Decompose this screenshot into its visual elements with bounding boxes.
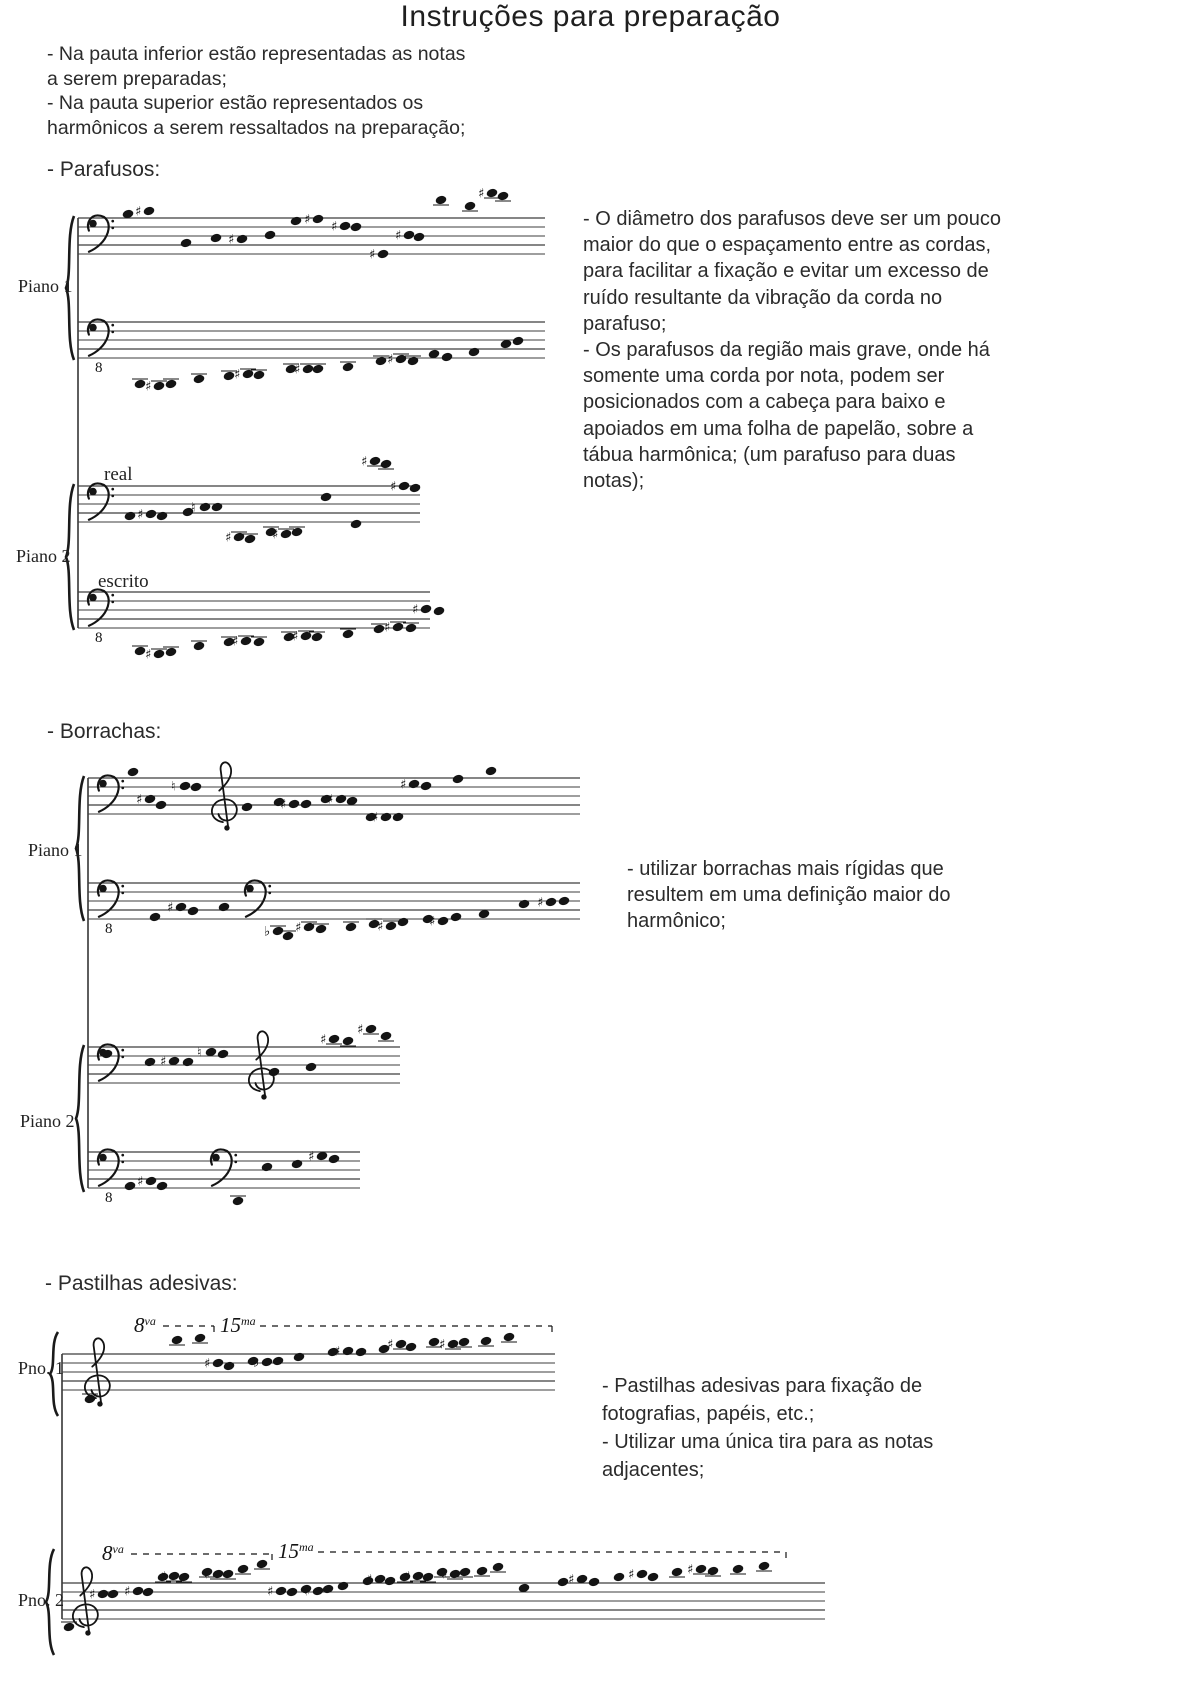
note-head: [398, 481, 411, 492]
accidental-sharp-icon: ♯: [124, 1584, 131, 1600]
note-head: [320, 492, 333, 503]
note-head: [261, 1357, 274, 1368]
note-head: [168, 1571, 181, 1582]
note-head: [447, 1339, 460, 1350]
note-head: [647, 1572, 660, 1583]
note-head: [636, 1569, 649, 1580]
note-head: [380, 1031, 393, 1042]
note-head: [433, 606, 446, 617]
note-head: [311, 632, 324, 643]
note-head: [144, 794, 157, 805]
note-head: [365, 1024, 378, 1035]
note-head: [380, 459, 393, 470]
text-line: resultem em uma definição maior do: [627, 884, 951, 906]
note-head: [282, 931, 295, 942]
note-head: [171, 1335, 184, 1346]
accidental-sharp-icon: ♯: [387, 352, 394, 368]
accidental-sharp-icon: ♯: [334, 1344, 341, 1360]
accidental-sharp-icon: ♯: [372, 810, 379, 826]
note-head: [107, 1589, 120, 1600]
note-head: [403, 230, 416, 241]
treble-clef-icon: [249, 1031, 274, 1097]
bass-clef-icon: [111, 495, 114, 498]
bass-clef-icon: [121, 1049, 124, 1052]
bass-clef-icon: [111, 220, 114, 223]
note-head: [450, 912, 463, 923]
note-head: [375, 356, 388, 367]
text-line: apoiados em uma folha de papelão, sobre a: [583, 417, 974, 440]
note-head: [355, 1347, 368, 1358]
note-head: [97, 1589, 110, 1600]
note-head: [480, 1336, 493, 1347]
staff-label: Piano 1: [18, 276, 73, 296]
note-head: [337, 1581, 350, 1592]
note-head: [339, 221, 352, 232]
text-line: - Na pauta superior estão representados os: [47, 92, 424, 114]
ottava-bassa-8: 8: [95, 630, 103, 646]
accidental-sharp-icon: ♯: [135, 204, 142, 220]
accidental-sharp-icon: ♯: [160, 1054, 167, 1070]
note-head: [613, 1572, 626, 1583]
note-head: [545, 897, 558, 908]
note-head: [671, 1567, 684, 1578]
accidental-flat-icon: ♭: [253, 1355, 260, 1371]
note-head: [492, 1562, 505, 1573]
note-head: [264, 230, 277, 241]
note-head: [588, 1577, 601, 1588]
ottava-bassa-8: 8: [95, 360, 103, 376]
note-head: [395, 1339, 408, 1350]
bass-clef-icon: [111, 331, 114, 334]
note-head: [405, 1342, 418, 1353]
note-head: [441, 352, 454, 363]
note-head: [412, 1571, 425, 1582]
accidental-sharp-icon: ♯: [327, 792, 334, 808]
bass-clef-icon: [268, 892, 271, 895]
accidental-sharp-icon: ♯: [232, 634, 239, 650]
text-line: somente uma corda por nota, podem ser: [583, 365, 945, 388]
accidental-sharp-icon: ♯: [136, 792, 143, 808]
note-head: [144, 1057, 157, 1068]
note-head: [385, 921, 398, 932]
note-head: [222, 1569, 235, 1580]
note-head: [518, 899, 531, 910]
accidental-sharp-icon: ♯: [404, 1569, 411, 1585]
accidental-sharp-icon: ♯: [272, 527, 279, 543]
accidental-sharp-icon: ♯: [292, 629, 299, 645]
note-head: [437, 916, 450, 927]
note-head: [272, 1356, 285, 1367]
note-head: [124, 1181, 137, 1192]
note-head: [132, 1586, 145, 1597]
note-head: [328, 1034, 341, 1045]
accidental-sharp-icon: ♯: [628, 1567, 635, 1583]
ottava-marking: $15^{ma}$: [220, 1313, 256, 1337]
note-head: [758, 1561, 771, 1572]
note-head: [342, 629, 355, 640]
staff-label: Piano 1: [28, 840, 83, 860]
accidental-sharp-icon: ♯: [225, 530, 232, 546]
note-head: [732, 1564, 745, 1575]
note-head: [345, 922, 358, 933]
note-head: [233, 532, 246, 543]
bass-clef-icon: [121, 787, 124, 790]
accidental-sharp-icon: ♯: [137, 1174, 144, 1190]
staff-label: real: [104, 464, 133, 485]
note-head: [182, 1057, 195, 1068]
note-head: [302, 364, 315, 375]
accidental-sharp-icon: ♯: [267, 1584, 274, 1600]
note-head: [211, 502, 224, 513]
accidental-sharp-icon: ♯: [441, 1567, 448, 1583]
section-heading-borrachas: - Borrachas:: [47, 720, 162, 743]
note-head: [312, 364, 325, 375]
note-head: [312, 1586, 325, 1597]
note-head: [253, 637, 266, 648]
note-head: [420, 781, 433, 792]
note-head: [143, 206, 156, 217]
ottava-marking: $8^{va}$: [102, 1541, 124, 1565]
accidental-sharp-icon: ♯: [137, 507, 144, 523]
accidental-sharp-icon: ♯: [204, 1567, 211, 1583]
accidental-sharp-icon: ♯: [568, 1572, 575, 1588]
note-head: [328, 1154, 341, 1165]
accidental-sharp-icon: ♯: [304, 212, 311, 228]
note-head: [153, 649, 166, 660]
note-head: [244, 534, 257, 545]
note-head: [153, 381, 166, 392]
text-line: notas);: [583, 470, 645, 493]
note-head: [293, 1352, 306, 1363]
text-line: - Utilizar uma única tira para as notas: [602, 1431, 934, 1453]
text-line: para facilitar a fixação e evitar um excesso de: [583, 260, 989, 283]
bass-clef-icon: [111, 227, 114, 230]
accidental-sharp-icon: ♯: [429, 914, 436, 930]
note-head: [486, 188, 499, 199]
accidental-natural-icon: ♮: [191, 500, 196, 516]
note-head: [392, 812, 405, 823]
note-head: [392, 622, 405, 633]
note-head: [149, 912, 162, 923]
note-head: [695, 1564, 708, 1575]
note-head: [497, 191, 510, 202]
text-line: - Pastilhas adesivas para fixação de: [602, 1375, 923, 1397]
staff-label: Pno. 1: [18, 1358, 65, 1378]
note-head: [408, 779, 421, 790]
text-line: adjacentes;: [602, 1459, 705, 1481]
note-head: [413, 232, 426, 243]
note-head: [156, 1181, 169, 1192]
note-head: [503, 1332, 516, 1343]
note-head: [179, 781, 192, 792]
note-head: [256, 1559, 269, 1570]
note-head: [342, 1346, 355, 1357]
note-head: [199, 502, 212, 513]
accidental-sharp-icon: ♯: [295, 920, 302, 936]
text-line: posicionados com a cabeça para baixo e: [583, 391, 946, 414]
note-head: [291, 527, 304, 538]
treble-clef-icon: [97, 1401, 102, 1406]
note-head: [194, 1333, 207, 1344]
accidental-sharp-icon: ♯: [331, 219, 338, 235]
accidental-sharp-icon: ♯: [384, 620, 391, 636]
note-head: [290, 216, 303, 227]
text-line: harmônicos a serem ressaltados na preparação;: [47, 116, 466, 139]
accidental-sharp-icon: ♯: [390, 479, 397, 495]
accidental-sharp-icon: ♯: [145, 647, 152, 663]
treble-clef-icon: [261, 1094, 266, 1099]
note-head: [155, 800, 168, 811]
ottava-marking: $15^{ma}$: [278, 1539, 314, 1563]
note-head: [218, 902, 231, 913]
note-head: [145, 509, 158, 520]
text-line: ruído resultante da vibração da corda no: [583, 286, 943, 309]
text-line: tábua harmônica; (um parafuso para duas: [583, 443, 956, 466]
bass-clef-icon: [121, 892, 124, 895]
note-head: [707, 1566, 720, 1577]
note-head: [312, 214, 325, 225]
text-line: - Na pauta inferior estão representadas as notas: [47, 43, 466, 65]
accidental-sharp-icon: ♯: [387, 1337, 394, 1353]
accidental-sharp-icon: ♯: [167, 900, 174, 916]
note-head: [350, 519, 363, 530]
accidental-sharp-icon: ♯: [687, 1562, 694, 1578]
note-head: [485, 766, 498, 777]
note-head: [127, 767, 140, 778]
accidental-sharp-icon: ♯: [357, 1022, 364, 1038]
accidental-sharp-icon: ♯: [439, 1337, 446, 1353]
accidental-sharp-icon: ♯: [304, 1584, 311, 1600]
note-head: [558, 896, 571, 907]
accidental-natural-icon: ♮: [171, 779, 176, 795]
staff-label: Piano 2: [20, 1111, 75, 1131]
section-heading-pastilhas: - Pastilhas adesivas:: [45, 1272, 238, 1295]
note-head: [165, 647, 178, 658]
accidental-sharp-icon: ♯: [280, 797, 287, 813]
note-head: [407, 356, 420, 367]
note-head: [288, 799, 301, 810]
note-head: [476, 1566, 489, 1577]
bass-clef-icon: [234, 1154, 237, 1157]
note-head: [232, 1196, 245, 1207]
text-line: - Os parafusos da região mais grave, onde há: [583, 339, 990, 362]
accidental-natural-icon: ♮: [197, 1045, 202, 1061]
accidental-sharp-icon: ♯: [145, 379, 152, 395]
note-head: [300, 799, 313, 810]
staff-label: escrito: [98, 571, 149, 592]
note-head: [193, 641, 206, 652]
page-title: Instruções para preparação: [400, 0, 781, 33]
note-head: [210, 233, 223, 244]
note-head: [369, 456, 382, 467]
note-head: [420, 604, 433, 615]
note-head: [342, 362, 355, 373]
note-head: [458, 1337, 471, 1348]
note-head: [335, 794, 348, 805]
note-head: [286, 1587, 299, 1598]
text-line: parafuso;: [583, 312, 667, 335]
bass-clef-icon: [121, 885, 124, 888]
note-head: [253, 370, 266, 381]
note-head: [145, 1176, 158, 1187]
accidental-sharp-icon: ♯: [395, 228, 402, 244]
note-head: [63, 1622, 76, 1633]
note-head: [261, 1162, 274, 1173]
note-head: [212, 1358, 225, 1369]
accidental-sharp-icon: ♯: [160, 1569, 167, 1585]
accidental-sharp-icon: ♯: [320, 1032, 327, 1048]
treble-clef-icon: [224, 825, 229, 830]
note-head: [380, 812, 393, 823]
note-head: [395, 354, 408, 365]
note-head: [342, 1036, 355, 1047]
accidental-sharp-icon: ♯: [228, 232, 235, 248]
accidental-sharp-icon: ♯: [308, 1149, 315, 1165]
accidental-sharp-icon: ♯: [377, 919, 384, 935]
accidental-sharp-icon: ♯: [412, 602, 419, 618]
accidental-sharp-icon: ♯: [361, 454, 368, 470]
bass-clef-icon: [111, 601, 114, 604]
section-heading-parafusos: - Parafusos:: [47, 158, 161, 181]
bass-clef-icon: [121, 1154, 124, 1157]
text-line: maior do que o espaçamento entre as cordas,: [583, 234, 992, 257]
bass-clef-icon: [121, 1161, 124, 1164]
accidental-sharp-icon: ♯: [537, 895, 544, 911]
text-line: harmônico;: [627, 910, 726, 932]
note-head: [190, 782, 203, 793]
note-head: [435, 195, 448, 206]
bass-clef-icon: [111, 594, 114, 597]
note-head: [142, 1587, 155, 1598]
note-head: [305, 1062, 318, 1073]
accidental-sharp-icon: ♯: [369, 247, 376, 263]
accidental-sharp-icon: ♯: [294, 362, 301, 378]
ottava-bassa-8: 8: [105, 921, 113, 937]
note-head: [193, 374, 206, 385]
note-head: [236, 234, 249, 245]
note-head: [512, 336, 525, 347]
note-head: [409, 483, 422, 494]
bass-clef-icon: [268, 885, 271, 888]
note-head: [237, 1564, 250, 1575]
note-head: [397, 917, 410, 928]
note-head: [175, 902, 188, 913]
staff-label: Pno. 2: [18, 1590, 65, 1610]
accidental-sharp-icon: ♯: [366, 1572, 373, 1588]
text-line: - O diâmetro dos parafusos deve ser um pouco: [583, 208, 1001, 230]
note-head: [268, 1067, 281, 1078]
note-head: [241, 802, 254, 813]
note-head: [315, 924, 328, 935]
note-head: [468, 347, 481, 358]
treble-clef-icon: [212, 762, 237, 828]
staff-label: Piano 2: [16, 546, 71, 566]
note-head: [405, 623, 418, 634]
accidental-flat-icon: ♭: [264, 924, 271, 940]
bass-clef-icon: [111, 324, 114, 327]
note-head: [223, 1361, 236, 1372]
note-head: [240, 636, 253, 647]
accidental-sharp-icon: ♯: [400, 777, 407, 793]
accidental-sharp-icon: ♯: [89, 1587, 96, 1603]
note-head: [350, 222, 363, 233]
treble-clef-icon: [85, 1630, 90, 1635]
note-head: [212, 1569, 225, 1580]
bass-clef-icon: [234, 1161, 237, 1164]
bass-clef-icon: [121, 1056, 124, 1059]
text-line: a serem preparadas;: [47, 67, 227, 90]
note-head: [180, 238, 193, 249]
accidental-sharp-icon: ♯: [478, 186, 485, 202]
note-head: [303, 922, 316, 933]
note-head: [464, 201, 477, 212]
ottava-bassa-8: 8: [105, 1190, 113, 1206]
accidental-sharp-icon: ♯: [234, 367, 241, 383]
note-head: [187, 906, 200, 917]
note-head: [275, 1586, 288, 1597]
note-head: [384, 1576, 397, 1587]
note-head: [217, 1049, 230, 1060]
note-head: [377, 249, 390, 260]
text-line: - utilizar borrachas mais rígidas que: [627, 858, 944, 880]
note-head: [124, 511, 137, 522]
note-head: [280, 529, 293, 540]
note-head: [291, 1159, 304, 1170]
staff-brace: [76, 1045, 84, 1192]
note-head: [322, 1584, 335, 1595]
note-head: [452, 774, 465, 785]
bass-clef-icon: [121, 780, 124, 783]
note-head: [449, 1569, 462, 1580]
note-head: [459, 1567, 472, 1578]
accidental-sharp-icon: ♯: [204, 1356, 211, 1372]
text-line: fotografias, papéis, etc.;: [602, 1403, 815, 1425]
ottava-marking: $8^{va}$: [134, 1313, 156, 1337]
note-head: [165, 379, 178, 390]
bass-clef-icon: [111, 488, 114, 491]
note-head: [156, 511, 169, 522]
